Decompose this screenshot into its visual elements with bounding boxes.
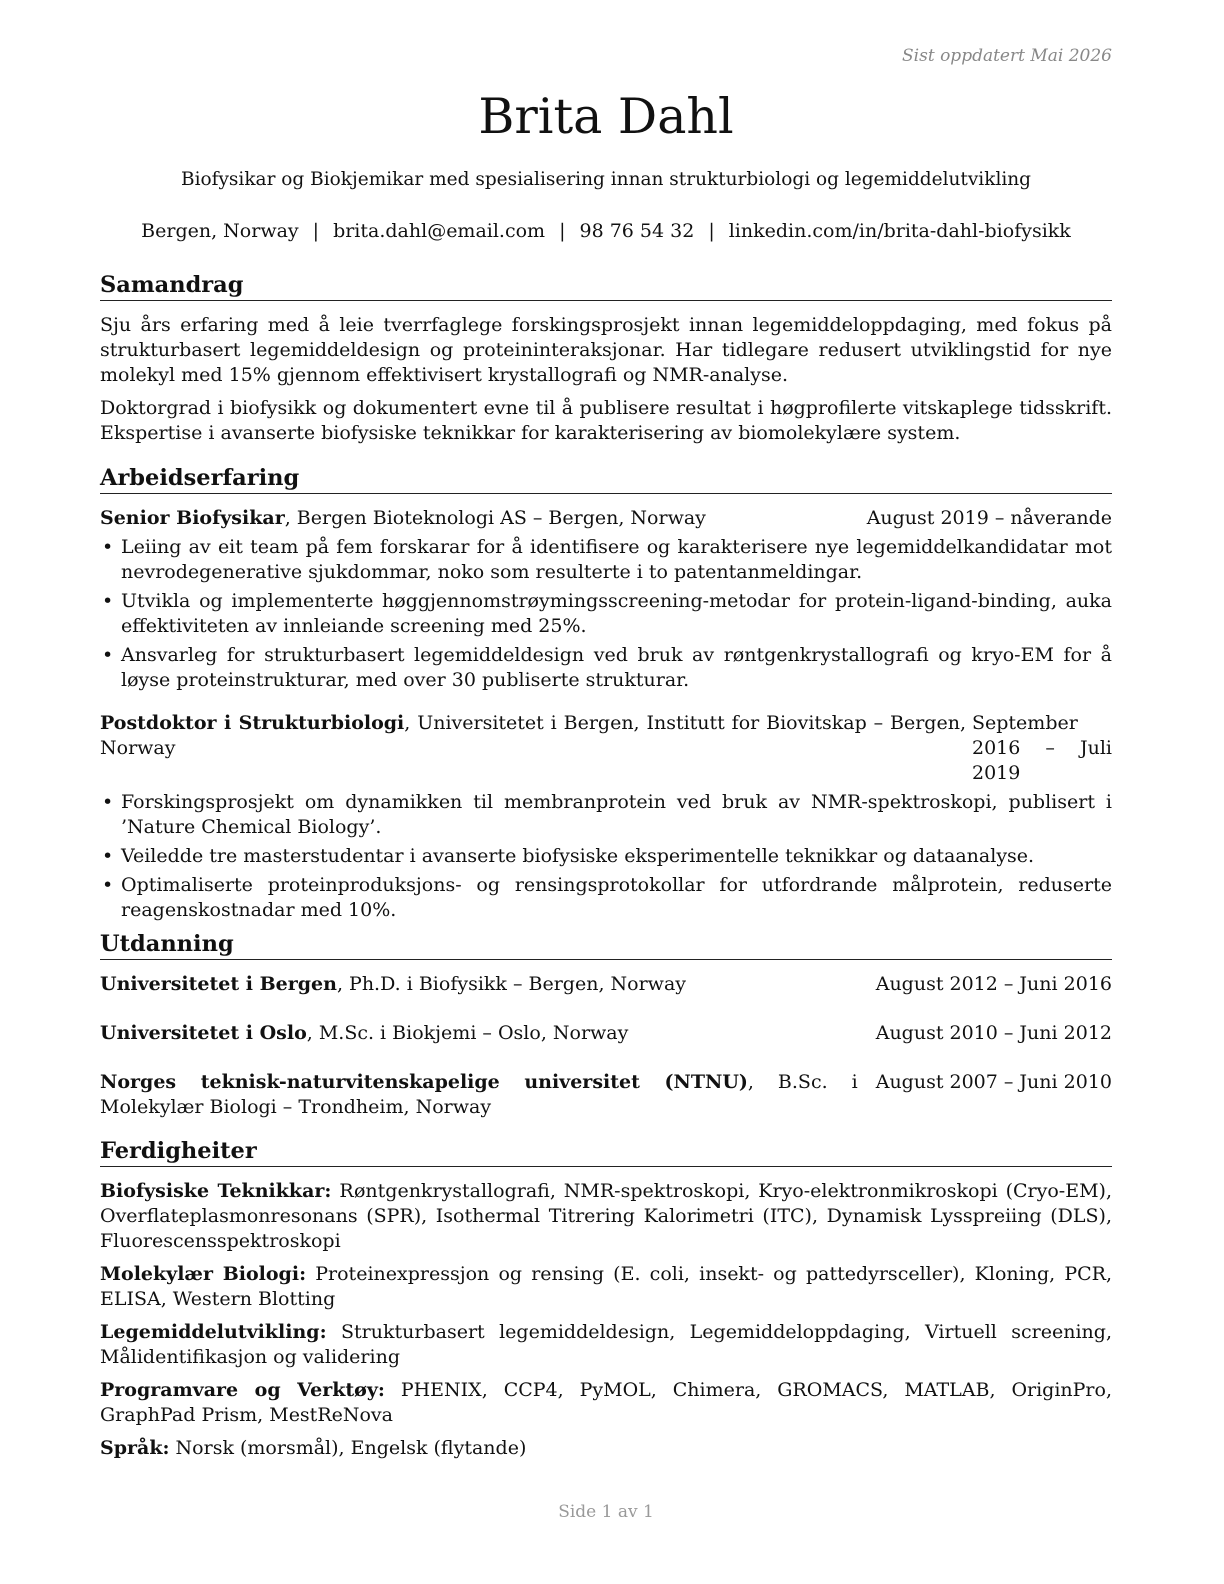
job-header [100,711,1112,786]
education-entry [100,972,1112,997]
education-school: Universitetet i Bergen [100,973,337,995]
job-entry [100,711,1112,923]
person-name: Brita Dahl [478,88,734,145]
education-detail: , B.Sc. i Molekylær Biologi – Trondheim, Norway [100,1071,858,1118]
skill-row [100,1320,1112,1370]
education-detail: , Ph.D. i Biofysikk – Bergen, Norway [336,973,687,995]
education-dates: August 2007 – Juni 2010 [875,1071,1112,1093]
skill-label: Legemiddelutvikling: [100,1321,327,1343]
education-school: Norges teknisk-naturvitenskapelige universitet (NTNU) [100,1071,748,1093]
contact-line [100,219,1112,244]
section-title: Arbeidserfaring [100,464,1112,494]
job-bullet: • Forskingsprosjekt om dynamikken til membranprotein ved bruk av NMR-spektroskopi, publisert i ’Nature Chemical Biology’. [100,790,1112,840]
skill-label: Molekylær Biologi: [100,1263,307,1285]
skill-label: Biofysiske Teknikkar: [100,1180,332,1202]
skill-label: Programvare og Verktøy: [100,1379,385,1401]
skill-value: PHENIX, CCP4, PyMOL, Chimera, GROMACS, MATLAB, OriginPro, GraphPad Prism, MestReNova [100,1379,1112,1426]
skill-value: Strukturbasert legemiddeldesign, Legemiddeloppdaging, Virtuell screening, Målidentifikasjon og validering [100,1321,1112,1368]
education-line [100,1070,858,1120]
contact-phone[interactable]: 98 76 54 32 [579,220,695,242]
skill-value: Røntgenkrystallografi, NMR-spektroskopi, Kryo-elektronmikroskopi (Cryo-EM), Overflateplasmonresonans (SPR), Isothermal Titrering Kalorimetri (ITC), Dynamisk Lysspreiing (DLS), Fluorescensspektroskopi [100,1180,1112,1252]
skill-row [100,1378,1112,1428]
job-bullet: • Utvikla og implementerte høggjennomstrøymingsscreening-metodar for protein-ligand-binding, auka effektiviteten av innleiande screening med 25%. [100,589,1112,639]
section-title: Ferdigheiter [100,1137,1112,1167]
contact-separator: | [559,220,566,242]
job-header [100,506,1112,531]
education-entry [100,1070,1112,1120]
skill-value: Norsk (morsmål), Engelsk (flytande) [169,1437,527,1459]
contact-location: Bergen, Norway [141,220,299,242]
contact-separator: | [708,220,715,242]
headline: Biofysikar og Biokjemikar med spesialisering innan strukturbiologi og legemiddelutvikling [180,169,1032,190]
resume-page [100,0,1112,1584]
job-org: , Universitetet i Bergen, Institutt for Biovitskap – Bergen, Norway [100,712,966,759]
job-bullet: • Leiing av eit team på fem forskarar for å identifisere og karakterisere nye legemiddelkandidatar mot nevrodegenerative sjukdommar, noko som resulterte i to patentanmeldingar. [100,535,1112,585]
job-title-line [100,506,861,531]
education-dates: August 2012 – Juni 2016 [875,973,1112,995]
skill-value: Proteinexpressjon og rensing (E. coli, insekt- og pattedyrsceller), Kloning, PCR, ELISA, Western Blotting [100,1263,1112,1310]
contact-linkedin[interactable]: linkedin.com/in/brita-dahl-biofysikk [728,220,1071,242]
education-dates: August 2010 – Juni 2012 [875,1022,1112,1044]
job-entry [100,506,1112,693]
job-bullet: • Veiledde tre masterstudentar i avanserte biofysiske eksperimentelle teknikkar og dataanalyse. [100,844,1112,869]
job-dates: September 2016 – Juli 2019 [972,712,1112,784]
education-detail: , M.Sc. i Biokjemi – Oslo, Norway [306,1022,629,1044]
education-line [100,1021,870,1046]
page-number: Side 1 av 1 [558,1502,654,1522]
education-section [100,930,1112,1120]
education-entry [100,1021,1112,1046]
job-bullets [100,535,1112,693]
section-title: Utdanning [100,930,1112,960]
job-dates: August 2019 – nåverande [866,507,1112,529]
job-bullet: • Ansvarleg for strukturbasert legemiddeldesign ved bruk av røntgenkrystallografi og kryo-EM for å løyse proteinstrukturar, med over 30 publiserte strukturar. [100,643,1112,693]
contact-separator: | [312,220,320,242]
job-role: Postdoktor i Strukturbiologi [100,712,405,734]
section-title: Samandrag [100,271,1112,301]
job-bullets [100,790,1112,923]
experience-section [100,464,1112,941]
skill-label: Språk: [100,1437,170,1459]
last-updated: Sist oppdatert Mai 2026 [902,46,1112,66]
summary-paragraph: Sju års erfaring med å leie tverrfaglege forskingsprosjekt innan legemiddeloppdaging, med fokus på strukturbasert legemiddeldesign og proteininteraksjonar. Har tidlegare redusert utviklingstid for nye molekyl med 15% gjennom effektivisert krystallografi og NMR-analyse. [100,314,1112,386]
summary-paragraph: Doktorgrad i biofysikk og dokumentert evne til å publisere resultat i høgprofilerte vitskaplege tidsskrift. Ekspertise i avanserte biofysiske teknikkar for karakterisering av biomolekylære system. [100,397,1112,444]
skill-row [100,1262,1112,1312]
summary-section [100,271,1112,454]
contact-email[interactable]: brita.dahl@email.com [333,220,546,242]
skills-section [100,1137,1112,1469]
skill-row [100,1436,1112,1461]
job-title-line [100,711,966,761]
education-school: Universitetet i Oslo [100,1022,307,1044]
education-line [100,972,870,997]
job-bullet: • Optimaliserte proteinproduksjons- og rensingsprotokollar for utfordrande målprotein, reduserte reagenskostnadar med 10%. [100,873,1112,923]
skill-row [100,1179,1112,1254]
job-role: Senior Biofysikar [100,507,285,529]
job-org: , Bergen Bioteknologi AS – Bergen, Norway [284,507,706,529]
